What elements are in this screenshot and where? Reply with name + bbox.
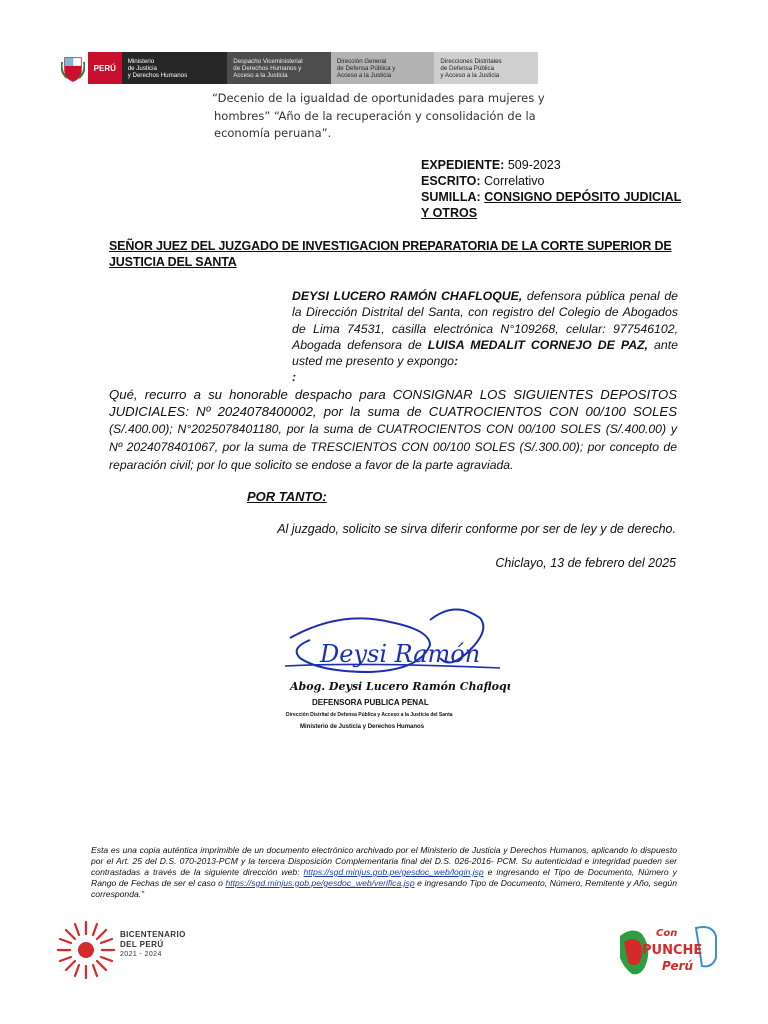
decenio-text: “Decenio de la igualdad de oportunidades para mujeres y hombres” “Año de la recuperación y consolidación de la economía peruana”.	[212, 91, 545, 140]
signature-name: Abog. Deysi Lucero Ramón Chafloque	[290, 680, 510, 693]
por-tanto-heading: POR TANTO:	[247, 489, 327, 504]
escrito-line: ESCRITO: Correlativo	[421, 174, 545, 188]
addressee-heading: SEÑOR JUEZ DEL JUZGADO DE INVESTIGACION PREPARATORIA DE LA CORTE SUPERIOR DE JUSTICIA DEL SANTA	[109, 239, 672, 269]
signature-ministry: Ministerio de Justicia y Derechos Humanos	[300, 724, 425, 730]
authenticity-footer: Esta es una copia auténtica imprimible de un documento electrónico archivado por el Ministerio de Justicia y Derechos Humanos, aplicando lo dispuesto por el Art. 25 del D.S. 070-2013-PCM y la tercera Disposición Complementaria final del D.S. 026-2016- PCM. Su autenticidad e integridad pueden ser contrastadas a través de la siguiente dirección web: https://sgd.minjus.gob.pe/gesdoc_web/login.jsp e ingresando el Tipo de Documento, Número y Rango de Fechas de ser el caso o https://sgd.minjus.gob.pe/gesdoc_web/verifica.jsp e ingresando Tipo de Documento, Número, Remitente y Año, según corresponda.”	[91, 845, 677, 899]
request-line: Al juzgado, solicito se sirva diferir conforme por ser de ley y de derecho.	[277, 522, 676, 536]
peru-label: PERÚ	[88, 52, 122, 84]
signature-graphic	[280, 600, 510, 740]
header-box-despacho: Despacho Viceministerial de Derechos Humanos y Acceso a la Justicia	[227, 52, 331, 84]
header-box-direcciones-distritales: Direcciones Distritales de Defensa Pública y Acceso a la Justicia	[434, 52, 538, 84]
body-paragraph: Qué, recurro a su honorable despacho para CONSIGNAR LOS SIGUIENTES DEPOSITOS JUDICIALES: Nº 2024078400002, por la suma de CUATROCIENTOS CON 00/100 SOLES (S/.400.00); N°2025078401180, por la suma de CUATROCIENTOS CON 00/100 SOLES (S/.400.00) y Nº 2024078401067, por la suma de TRESCIENTOS CON 00/100 SOLES (S/.300.00); por concepto de reparación civil; por lo que solicito se endose a favor de la parte agraviada.	[109, 387, 677, 472]
sumilla-line: SUMILLA: CONSIGNO DEPÓSITO JUDICIAL	[421, 190, 682, 204]
signature-scrawl: Deysi Ramón	[320, 640, 481, 668]
header-box-direccion-general: Dirección General de Defensa Pública y Acceso a la Justicia	[331, 52, 435, 84]
bicentenario-logo	[56, 918, 236, 982]
con-punche-peru-logo	[612, 918, 722, 982]
punche-con: Con	[656, 928, 678, 939]
bicentenario-years: 2021 - 2024	[120, 951, 162, 958]
signature-office: Dirección Distrital de Defensa Pública y Acceso a la Justicia del Santa	[286, 712, 453, 718]
bicentenario-emblem-icon	[56, 918, 116, 982]
bicentenario-line1: BICENTENARIO	[120, 930, 186, 939]
signature-role: DEFENSORA PUBLICA PENAL	[312, 698, 429, 707]
bicentenario-line2: DEL PERÚ	[120, 940, 164, 949]
punche-peru: Perú	[662, 959, 694, 973]
intro-paragraph: DEYSI LUCERO RAMÓN CHAFLOQUE, defensora pública penal de la Dirección Distrital del Santa, con registro del Colegio de Abogados de Lima 74531, casilla electrónica N°109268, celular: 977546102, Abogada defensora de LUISA MEDALIT CORNEJO DE PAZ, ante usted me presento y expongo: :	[292, 289, 678, 385]
login-link[interactable]: https://sgd.minjus.gob.pe/gesdoc_web/login.jsp	[303, 867, 484, 877]
coat-of-arms-icon	[58, 52, 88, 84]
sumilla-line-2: Y OTROS	[421, 206, 478, 220]
header-box-ministerio: Ministerio de Justicia y Derechos Humanos	[122, 52, 228, 84]
verify-link[interactable]: https://sgd.minjus.gob.pe/gesdoc_web/verifica.jsp	[225, 878, 415, 888]
expediente-line: EXPEDIENTE: 509-2023	[421, 158, 561, 172]
punche-graphic	[612, 918, 722, 982]
punche-word: PUNCHE	[642, 943, 703, 958]
signature-stamp	[280, 600, 510, 740]
header-logo-bar	[58, 52, 538, 84]
date-line: Chiclayo, 13 de febrero del 2025	[495, 556, 676, 570]
